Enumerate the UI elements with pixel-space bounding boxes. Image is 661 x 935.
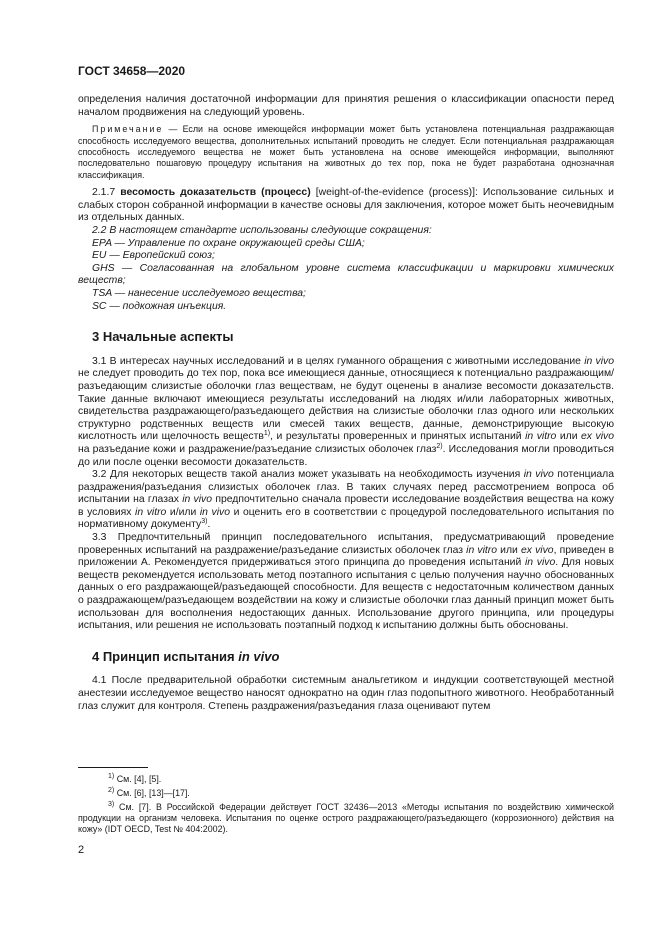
footnote-ref[interactable]: 2) [436,442,443,450]
text-run: или [497,544,521,556]
text-run: , приведен в приложении А. Рекомендуется придерживаться этого принципа до проведения испытаний [78,544,614,569]
note-text: — Если на основе имеющейся информации может быть установлена потенциальная раздражающая способность исследуемого вещества, дополнительных испытаний проводить не следует. Если потенциальная раздражающая способность исследуемого вещества не может быть установлена на основе имеющейся информации, выполняют последовательно пошаговую процедуру испытания на животных до тех пор, пока не будет разработана однозначная классификация. [78,124,614,180]
paragraph-continuation: определения наличия достаточной информации для принятия решения о классификации опасности перед началом продвижения на следующий уровень. [78,94,614,118]
definition-2-1-7 [78,187,614,225]
italic-term: in vitro [466,544,498,556]
italic-term: ex vivo [520,544,554,556]
text-run: . Исследования могли проводиться до или после оценки весомости доказательств. [78,443,614,468]
text-run: не следует проводить до тех пор, пока все имеющиеся данные, относящиеся к потенциально раздражающим/разъедающим слизистые оболочки глаз веществам, не будут оценены в анализе весомости доказательств. Такие данные включают имеющиеся результаты исследований на людях и/или лабораторных животных, свидетельства раздражающего/разъедающего действия на слизистые оболочки глаз одного или нескольких структурно родственных веществ или смесей таких веществ, данные, демонстрирующие высокую кислотность или щелочность веществ [78,368,614,443]
text-run: потенциала раздражения/разъедания слизистых оболочек глаз. В таких случаях перед рассмотрением вопроса об испытании на глазах [78,469,614,506]
text-run: . [207,519,211,531]
document-header: ГОСТ 34658—2020 [78,64,186,78]
footnote-divider [78,767,148,768]
italic-term: in vivo [199,506,230,518]
document-body [78,94,614,713]
definition-text: [weight-of-the-evidence (process)]: Использование сильных и слабых сторон собранной информации в качестве основы для заключения, которое может быть неочевидным из отдельных данных. [78,187,614,224]
page-number: 2 [78,844,85,856]
footnote-text: См. [6], [13]—[17]. [114,788,190,798]
text-run: 3.2 Для некоторых веществ такой анализ может указывать на необходимость изучения [92,469,524,481]
text-run: 3.1 В интересах научных исследований и в целях гуманного обращения с животными исследование [92,355,585,367]
footnote-item [78,774,614,785]
text-run: и/или [166,506,200,518]
text-run: 3.3 Предпочтительный принцип последовательного испытания, предусматривающий проведение проверенных испытаний на раздражение/разъедание слизистых оболочек глаз [78,532,614,556]
abbreviation-item: TSA — нанесение исследуемого вещества; [92,287,306,299]
abbreviation-item: EPA — Управление по охране окружающей среды США; [92,237,365,249]
heading-text: 4 Принцип испытания [92,648,239,664]
text-run: на разъедание кожи и раздражение/разъедание слизистых оболочек глаз [78,443,437,455]
footnote-mark: 2) [108,787,115,794]
italic-term: in vivo [182,494,213,506]
footnote-ref[interactable]: 1) [263,430,271,438]
footnote-item [78,802,614,835]
section-3-heading: 3 Начальные аспекты [92,329,234,345]
abbreviations-intro: 2.2 В настоящем стандарте использованы следующие сокращения: [92,225,432,236]
definition-term: весомость доказательств (процесс) [120,187,311,199]
footnotes [78,767,614,838]
heading-italic: in vivo [238,648,280,664]
text-run: . Для новых веществ рекомендуется использовать метод поэтапного испытания с целью получения научно обоснованных данных о его раздражающей/разъедающей способности. Для веществ с недостаточным количеством данных о раздражающем/разъедающем воздействии на кожу и слизистые оболочки глаз данный принцип может быть использован для восполнения недостающих данных. Использование другого принципа, или процедуры испытания, или решения не использовать поэтапный подход к испытанию должны быть обоснованы. [78,557,615,632]
paragraph-3-3 [78,532,614,633]
footnote-mark: 1) [108,773,115,780]
text-run: и оценить его в соответствии с процедурой последовательного испытания по нормативному документу [78,506,615,531]
definition-number: 2.1.7 [92,187,121,199]
note-paragraph [78,124,614,181]
abbreviation-item: GHS — Согласованная на глобальном уровне система классификации и маркировки химических веществ; [78,262,614,287]
italic-term: in vivo [584,355,615,367]
abbreviation-item: SC — подкожная инъекция. [92,300,227,312]
section-4-heading [92,648,614,664]
italic-term: ex vivo [581,431,614,443]
abbreviation-item: EU — Европейский союз; [92,250,215,262]
footnote-text: См. [4], [5]. [114,774,162,784]
italic-term: in vitro [135,506,167,518]
footnote-ref[interactable]: 3) [201,518,208,526]
text-run: , и результаты проверенных и принятых испытаний [270,431,526,443]
text-run: или [556,431,582,443]
italic-term: in vivo [525,557,556,569]
text-run: предпочтительно сначала провести исследование воздействия вещества на кожу в условиях [78,494,614,518]
paragraph-3-1 [78,356,614,469]
footnote-mark: 3) [108,801,115,808]
note-label: Примечание [92,124,164,135]
paragraph-4-1: 4.1 После предварительной обработки системным анальгетиком и индукции соответствующей местной анестезии исследуемое вещество наносят однократно на один глаз подопытного животного. Необработанный глаз служит для контроля. Степень раздражения/разъедания глаза оценивают путем [78,675,614,712]
footnote-item [78,788,614,799]
paragraph-3-2 [78,469,614,532]
italic-term: in vivo [523,469,554,481]
italic-term: in vitro [525,431,557,443]
footnote-text: См. [7]. В Российской Федерации действует ГОСТ 32436—2013 «Методы испытания по воздействию химической продукции на организм человека. Испытания по оценке острого раздражающего/разъедающего (коррозионного) действия на кожу» (IDT OECD, Test № 404:2002). [78,802,614,834]
